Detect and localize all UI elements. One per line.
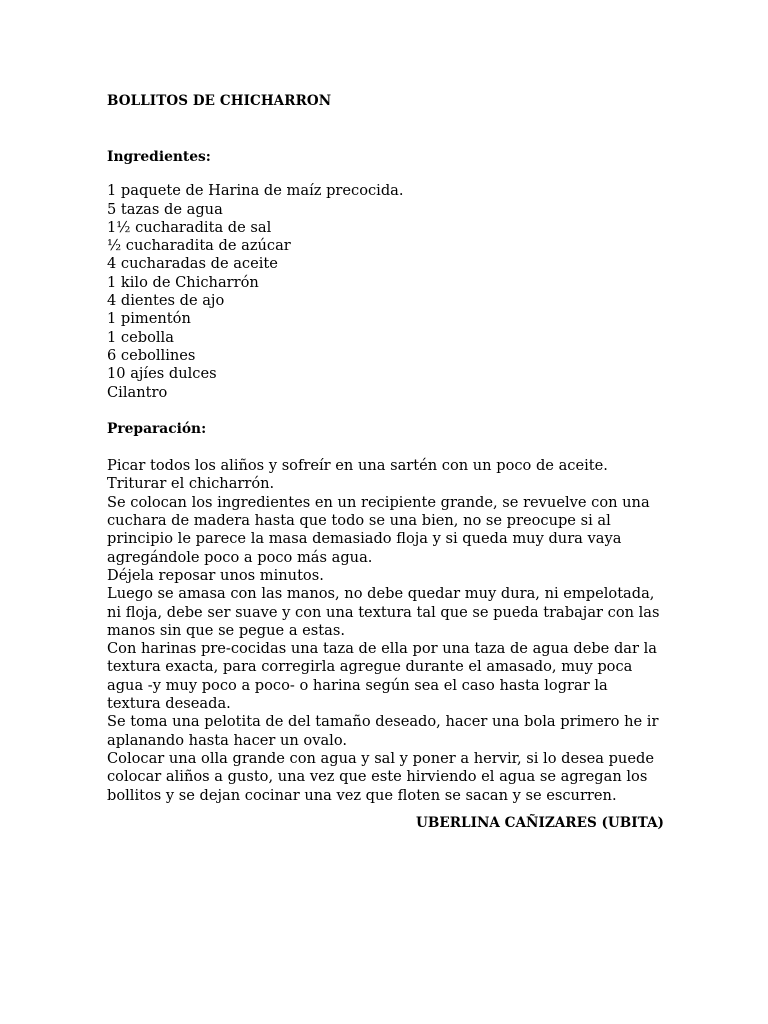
ingredient-item: 10 ajíes dulces (107, 365, 217, 383)
author-signature: UBERLINA CAÑIZARES (UBITA) (416, 814, 664, 831)
preparation-step: Triturar el chicharrón. (107, 475, 275, 493)
preparation-step: Déjela reposar unos minutos. (107, 566, 324, 584)
preparation-step: Luego se amasa con las manos, no debe quedar muy dura, ni empelotada, ni floja, debe ser suave y con una textura tal que se pueda trabajar con las manos sin que se pegue a estas. (107, 585, 660, 639)
preparation-step: Con harinas pre-cocidas una taza de ella por una taza de agua debe dar la textura exacta, para corregirla agregue durante el amasado, muy poca agua -y muy poco a poco- o harina según sea el caso hasta lograr la textura deseada. (107, 640, 657, 713)
preparation-step: Se colocan los ingredientes en un recipiente grande, se revuelve con una cuchara de madera hasta que todo se una bien, no se preocupe si al principio le parece la masa demasiado floja y si queda muy dura vaya agregándole poco a poco más agua. (107, 493, 650, 566)
preparation-step: Picar todos los aliños y sofreír en una sartén con un poco de aceite. (107, 457, 608, 475)
preparation-step: Se toma una pelotita de del tamaño deseado, hacer una bola primero he ir aplanando hasta hacer un ovalo. (107, 713, 659, 749)
preparation-step: Colocar una olla grande con agua y sal y poner a hervir, si lo desea puede colocar aliños a gusto, una vez que este hirviendo el agua se agregan los bollitos y se dejan cocinar una vez que floten se sacan y se escurren. (107, 749, 654, 804)
ingredient-item: ½ cucharadita de azúcar (107, 237, 291, 255)
ingredient-item: 4 dientes de ajo (107, 292, 225, 310)
preparation-steps (107, 457, 663, 805)
recipe-document (107, 92, 663, 832)
ingredient-item: 1 paquete de Harina de maíz precocida. (107, 182, 404, 200)
ingredient-item: 1 cebolla (107, 328, 174, 346)
ingredient-item: 1 kilo de Chicharrón (107, 273, 259, 291)
ingredient-item: 5 tazas de agua (107, 200, 223, 218)
ingredients-list (107, 182, 663, 402)
ingredients-heading: Ingredientes: (107, 149, 211, 165)
ingredient-item: 1½ cucharadita de sal (107, 218, 272, 236)
ingredient-item: 1 pimentón (107, 310, 191, 328)
ingredient-item: 6 cebollines (107, 346, 196, 364)
recipe-title: BOLLITOS DE CHICHARRON (107, 93, 332, 109)
preparation-heading: Preparación: (107, 420, 207, 437)
ingredient-item: 4 cucharadas de aceite (107, 255, 278, 273)
ingredient-item: Cilantro (107, 383, 168, 401)
